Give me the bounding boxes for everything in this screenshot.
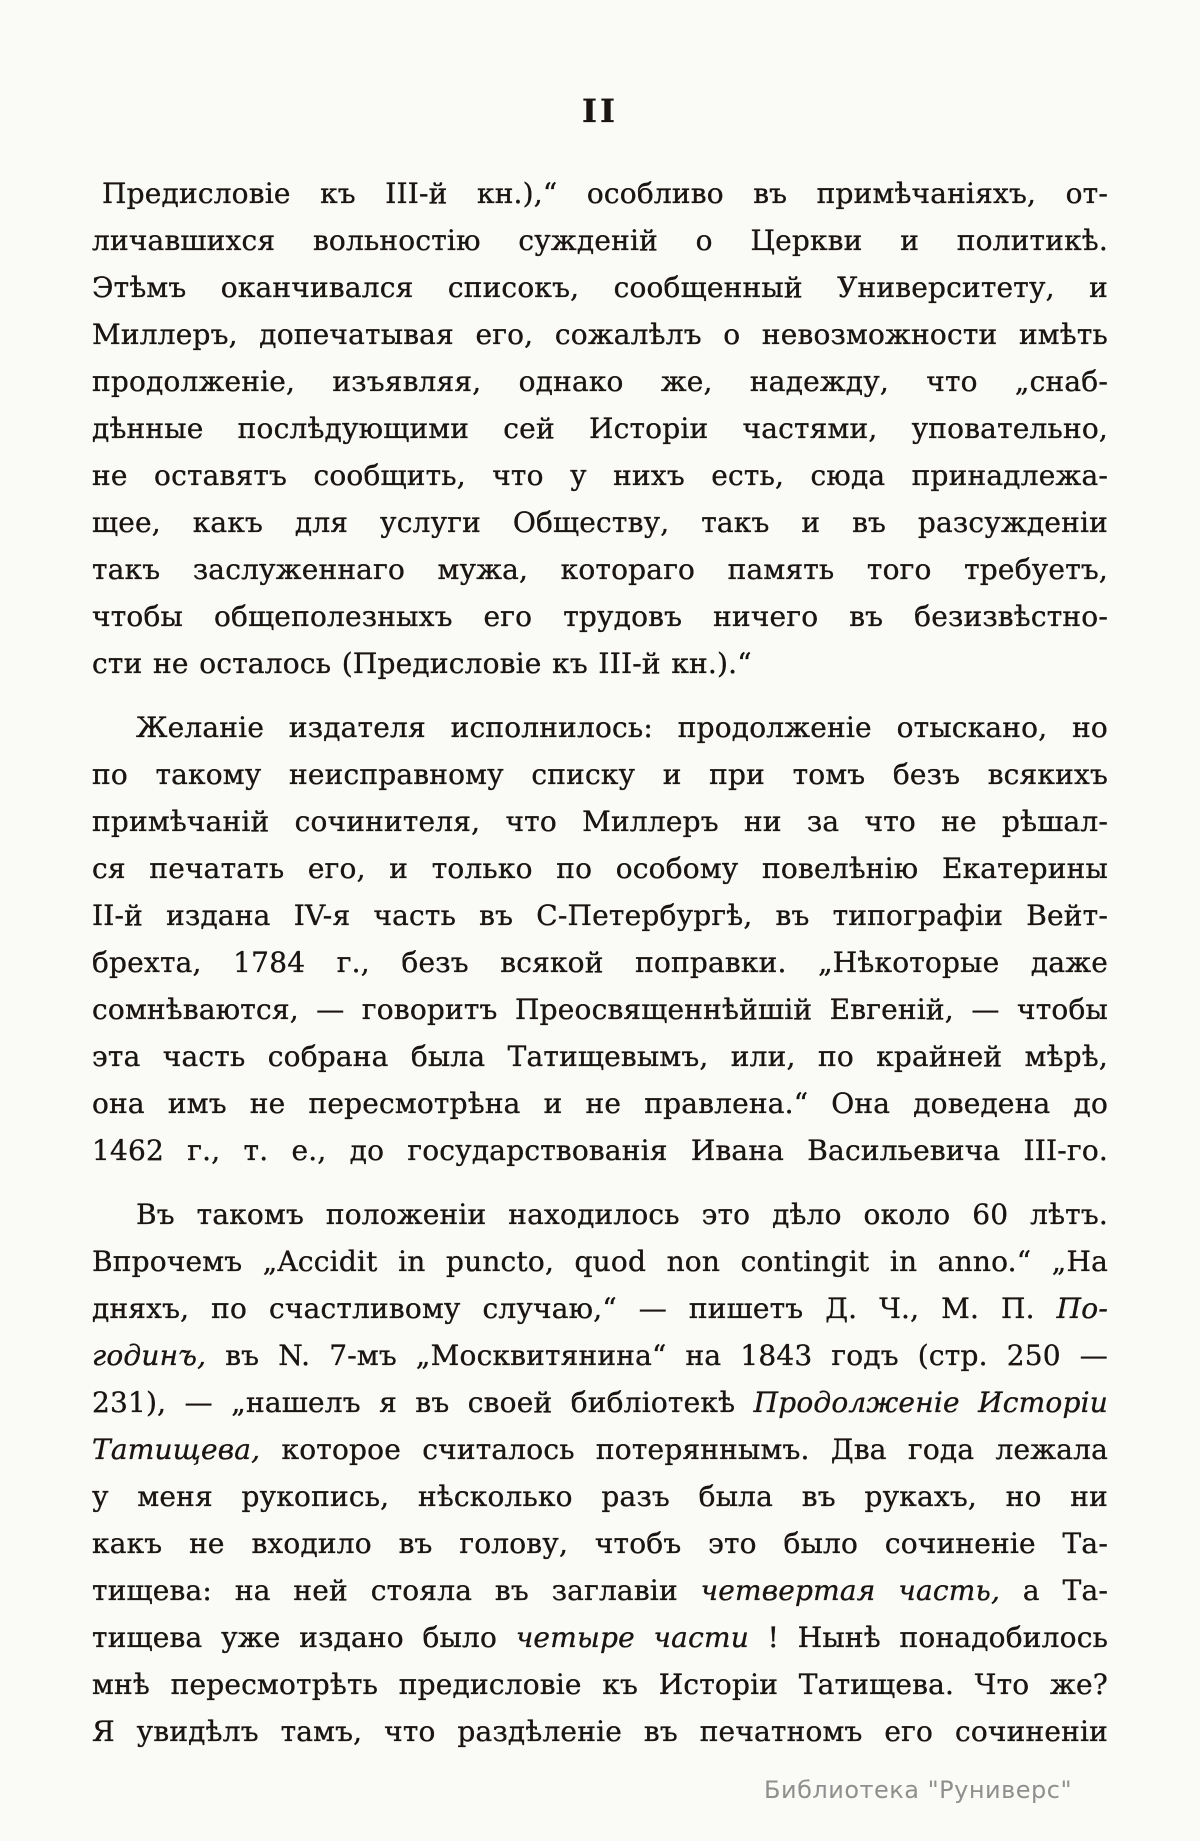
text-segment: которое считалось потеряннымъ. Два года лежала [260,1433,1108,1466]
text-line [92,499,1108,546]
italic-text-segment: четыре части [515,1621,749,1654]
text-line [92,798,1108,845]
text-segment: а Та- [1000,1574,1108,1607]
text-line [92,1567,1108,1614]
text-line [92,1379,1108,1426]
text-segment: чтобы общеполезныхъ его трудовъ ничего въ безизвѣстно- [92,600,1108,633]
text-line [92,751,1108,798]
text-line [92,405,1108,452]
paragraph [92,1191,1108,1755]
text-segment: брехта, 1784 г., безъ всякой поправки. „Нѣкоторые даже [92,946,1108,979]
text-segment: въ N. 7-мъ „Москвитянина“ на 1843 годъ (стр. 250 — [206,1339,1108,1372]
text-segment: Предисловіе къ III-й кн.),“ особливо въ примѣчаніяхъ, от- [102,177,1108,210]
text-segment: Этѣмъ оканчивался списокъ, сообщенный Университету, и [92,271,1108,304]
text-segment: примѣчаній сочинителя, что Миллеръ ни за что не рѣшал- [92,805,1108,838]
text-line [92,986,1108,1033]
text-segment: Въ такомъ положеніи находилось это дѣло около 60 лѣтъ. [136,1198,1108,1231]
text-segment: щее, какъ для услуги Обществу, такъ и въ разсужденіи [92,506,1108,539]
text-segment: дѣнные послѣдующими сей Исторіи частями, уповательно, [92,412,1108,445]
text-segment: тищева: на ней стояла въ заглавіи [92,1574,701,1607]
text-line [92,892,1108,939]
text-line [92,1127,1108,1174]
text-line [92,1285,1108,1332]
text-line [92,1520,1108,1567]
text-segment: сомнѣваются, — говоритъ Преосвященнѣйшій Евгеній, — чтобы [92,993,1108,1026]
italic-text-segment: По- [1056,1292,1108,1325]
text-segment: эта часть собрана была Татищевымъ, или, по крайней мѣрѣ, [92,1040,1108,1073]
italic-text-segment: годинъ, [92,1339,207,1372]
paragraph [92,704,1108,1174]
text-block [92,170,1108,1772]
italic-text-segment: Продолженіе Исторіи [753,1386,1108,1419]
text-segment: ! Нынѣ понадобилось [748,1621,1108,1654]
text-line [92,358,1108,405]
text-segment: такъ заслуженнаго мужа, котораго память того требуетъ, [92,553,1108,586]
text-line [92,452,1108,499]
text-segment: 1462 г., т. е., до государствованія Ивана Васильевича III-го. [92,1134,1108,1167]
library-watermark: Библиотека "Руниверс" [764,1776,1072,1804]
text-segment: она имъ не пересмотрѣна и не правлена.“ Она доведена до [92,1087,1108,1120]
text-line [92,1426,1108,1473]
text-line [92,704,1108,751]
text-segment: сти не осталось (Предисловіе къ III-й кн.).“ [92,647,752,680]
text-line [92,1473,1108,1520]
page-number: II [582,92,618,130]
text-line [92,1332,1108,1379]
italic-text-segment: четвертая часть, [700,1574,1001,1607]
text-segment: тищева уже издано было [92,1621,516,1654]
text-line [92,1191,1108,1238]
text-segment: личавшихся вольностію сужденій о Церкви и политикѣ. [92,224,1108,257]
text-line [92,640,1108,687]
text-segment: дняхъ, по счастливому случаю,“ — пишетъ Д. Ч., М. П. [92,1292,1057,1325]
text-segment: по такому неисправному списку и при томъ безъ всякихъ [92,758,1108,791]
text-line [92,1238,1108,1285]
text-segment: Миллеръ, допечатывая его, сожалѣлъ о невозможности имѣть [92,318,1108,351]
text-segment: у меня рукопись, нѣсколько разъ была въ рукахъ, но ни [92,1480,1108,1513]
text-segment: II-й издана IV-я часть въ С-Петербургѣ, въ типографіи Вейт- [92,899,1108,932]
text-line [92,1033,1108,1080]
text-segment: Впрочемъ „Accidit in puncto, quod non contingit in anno.“ „На [92,1245,1108,1278]
text-line [92,1708,1108,1755]
text-segment: Желаніе издателя исполнилось: продолженіе отыскано, но [136,711,1108,744]
text-line [92,845,1108,892]
text-line [92,311,1108,358]
text-line [92,546,1108,593]
text-line [92,217,1108,264]
italic-text-segment: Татищева, [92,1433,261,1466]
text-line [92,264,1108,311]
text-segment: не оставятъ сообщить, что у нихъ есть, сюда принадлежа- [92,459,1108,492]
text-line [92,593,1108,640]
text-segment: продолженіе, изъявляя, однако же, надежду, что „снаб- [92,365,1108,398]
text-segment: мнѣ пересмотрѣть предисловіе къ Исторіи Татищева. Что же? [92,1668,1108,1701]
paragraph [92,170,1108,687]
text-line [92,1661,1108,1708]
text-segment: какъ не входило въ голову, чтобъ это было сочиненіе Та- [92,1527,1108,1560]
text-line [92,939,1108,986]
text-line [92,1080,1108,1127]
text-segment: Я увидѣлъ тамъ, что раздѣленіе въ печатномъ его сочиненіи [92,1715,1108,1748]
text-segment: 231), — „нашелъ я въ своей библіотекѣ [92,1386,754,1419]
text-segment: ся печатать его, и только по особому повелѣнію Екатерины [92,852,1108,885]
text-line [92,170,1108,217]
text-line [92,1614,1108,1661]
